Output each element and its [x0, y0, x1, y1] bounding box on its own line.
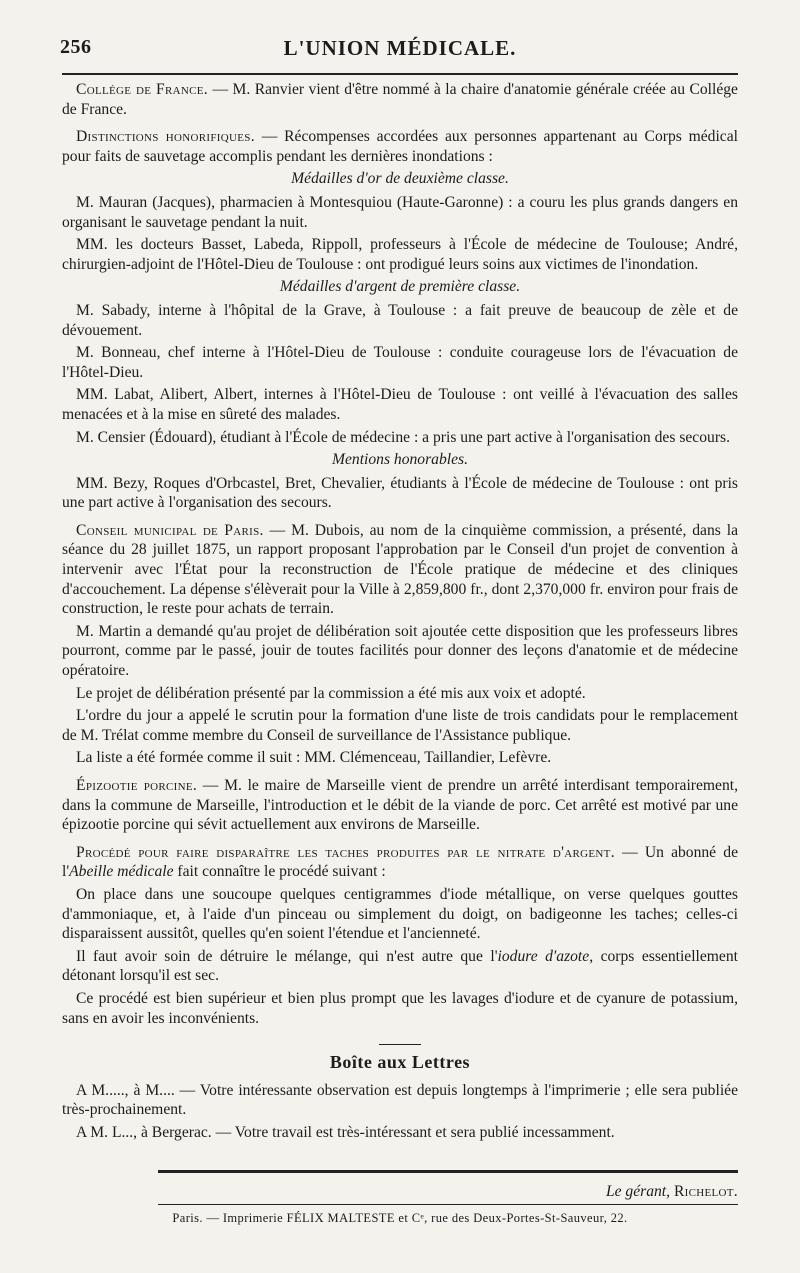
conseil-paragraph-2: M. Martin a demandé qu'au projet de délibération soit ajoutée cette disposition que les professeurs libres pourront, comme par le passé, jouir de toutes facilités pour donner des leçons d'anatomie et de médecine opératoire.: [62, 622, 738, 680]
gerant-signature: [62, 1183, 738, 1201]
procede-text-after: fait connaître le procédé suivant :: [173, 863, 386, 881]
printer-imprint: Paris. — Imprimerie FÉLIX MALTESTE et Cᵉ, rue des Deux-Portes-St-Sauveur, 22.: [172, 1211, 628, 1225]
article-body: [62, 80, 738, 1146]
distinctions-text: — Récompenses accordées aux personnes appartenant au Corps médical pour faits de sauvetage accomplis pendant les dernières inondations :: [62, 128, 738, 165]
procede-label: Procédé pour faire disparaître les taches produites par le nitrate d'argent.: [76, 843, 615, 861]
gerant-name: Richelot.: [673, 1183, 738, 1200]
procede-paragraph: [62, 843, 738, 882]
mention-entry: MM. Bezy, Roques d'Orbcastel, Bret, Chevalier, étudiants à l'École de médecine de Toulouse : ont pris une part active à l'organisation des secours.: [62, 474, 738, 512]
mentions-heading: Mentions honorables.: [331, 451, 468, 469]
conseil-label: Conseil municipal de Paris.: [76, 521, 264, 539]
section-divider: [379, 1044, 421, 1045]
procede-paragraph-2: On place dans une soucoupe quelques centigrammes d'iode métallique, on verse quelques gouttes d'ammoniaque, et, à l'aide d'un pinceau ou simplement du doigt, on badigeonne les taches; celles-ci disparaissent aussitôt, quelles qu'en soient l'étendue et l'ancienneté.: [62, 885, 738, 943]
procede-p3-after: , corps essentiellement détonant lorsqu'il est sec.: [62, 947, 738, 985]
conseil-text: — M. Dubois, au nom de la cinquième commission, a présenté, dans la séance du 28 juillet 1875, un rapport proposant l'approbation par le Conseil d'un projet de convention à intervenir avec l'État pour la reconstruction de l'École pratique de médecine et des cliniques d'accouchement. La dépense s'élèverait pour la Ville à 2,859,800 fr., dont 2,370,000 fr. environ pour frais de construction, le reste pour achats de terrain.: [62, 521, 738, 618]
epizootie-paragraph: [62, 776, 738, 835]
gerant-label: Le gérant,: [605, 1183, 671, 1200]
header-rule: [62, 73, 738, 75]
silver-medal-entry: M. Sabady, interne à l'hôpital de la Grave, à Toulouse : a fait preuve de beaucoup de zèle et de dévouement.: [62, 301, 738, 339]
footer-rule-thin: [158, 1204, 738, 1205]
procede-paragraph-4: Ce procédé est bien supérieur et bien plus prompt que les lavages d'iodure et de cyanure de potassium, sans en avoir les inconvénients.: [62, 989, 738, 1027]
silver-medal-entry: MM. Labat, Alibert, Albert, internes à l'Hôtel-Dieu de Toulouse : ont veillé à l'évacuation des salles menacées et à la mise en sûreté des malades.: [62, 386, 738, 423]
epizootie-text: — M. le maire de Marseille vient de prendre un arrêté interdisant temporairement, dans la commune de Marseille, l'introduction et le débit de la viande de porc. Cet arrêté est motivé par une épizootie porcine qui sévit actuellement aux environs de Marseille.: [62, 777, 738, 834]
epizootie-label: Épizootie porcine.: [76, 777, 198, 794]
procede-paragraph-3: [62, 947, 738, 986]
silver-medals-heading: Médailles d'argent de première classe.: [279, 278, 521, 296]
distinctions-label: Distinctions honorifiques.: [76, 128, 255, 146]
distinctions-paragraph: [62, 127, 738, 166]
gold-medals-heading: Médailles d'or de deuxième classe.: [291, 170, 509, 188]
conseil-paragraph-3: Le projet de délibération présenté par la commission a été mis aux voix et adopté.: [76, 684, 586, 702]
college-label: Collége de France.: [76, 81, 208, 98]
footer-rule: [158, 1170, 738, 1173]
conseil-paragraph: [62, 521, 738, 619]
gold-medal-entry: MM. les docteurs Basset, Labeda, Rippoll, professeurs à l'École de médecine de Toulouse; André, chirurgien-adjoint de l'Hôtel-Dieu de Toulouse : ont prodigué leurs soins aux victimes de l'inondation.: [62, 236, 738, 273]
college-paragraph: [62, 80, 738, 119]
journal-title: L'UNION MÉDICALE.: [283, 36, 517, 60]
silver-medal-entry: M. Bonneau, chef interne à l'Hôtel-Dieu de Toulouse : conduite courageuse lors de l'évacuation de l'Hôtel-Dieu.: [62, 344, 738, 381]
page-number: 256: [60, 36, 92, 58]
procede-p3-before: Il faut avoir soin de détruire le mélange, qui n'est autre que l': [76, 947, 498, 965]
silver-medal-entry: M. Censier (Édouard), étudiant à l'École de médecine : a pris une part active à l'organisation des secours.: [76, 428, 730, 446]
college-text: — M. Ranvier vient d'être nommé à la chaire d'anatomie générale créée au Collége de France.: [62, 81, 738, 118]
page-header: [60, 36, 740, 66]
letter-entry: A M. L..., à Bergerac. — Votre travail est très-intéressant et sera publié incessamment.: [76, 1123, 615, 1141]
conseil-paragraph-4: L'ordre du jour a appelé le scrutin pour la formation d'une liste de trois candidats pour le remplacement de M. Trélat comme membre du Conseil de surveillance de l'Assistance publique.: [62, 707, 738, 744]
gold-medal-entry: M. Mauran (Jacques), pharmacien à Montesquiou (Haute-Garonne) : a couru les plus grands dangers en organisant le sauvetage pendant la nuit.: [62, 193, 738, 231]
letter-entry: A M....., à M.... — Votre intéressante observation est depuis longtemps à l'imprimerie ; elle sera publiée très-prochainement.: [62, 1081, 738, 1119]
conseil-paragraph-5: La liste a été formée comme il suit : MM. Clémenceau, Taillandier, Lefèvre.: [76, 749, 552, 767]
procede-text-before: — Un abonné de l': [62, 843, 738, 881]
procede-source: Abeille médicale: [69, 863, 174, 881]
procede-p3-term: iodure d'azote: [497, 947, 590, 965]
boite-aux-lettres-title: Boîte aux Lettres: [329, 1052, 471, 1073]
